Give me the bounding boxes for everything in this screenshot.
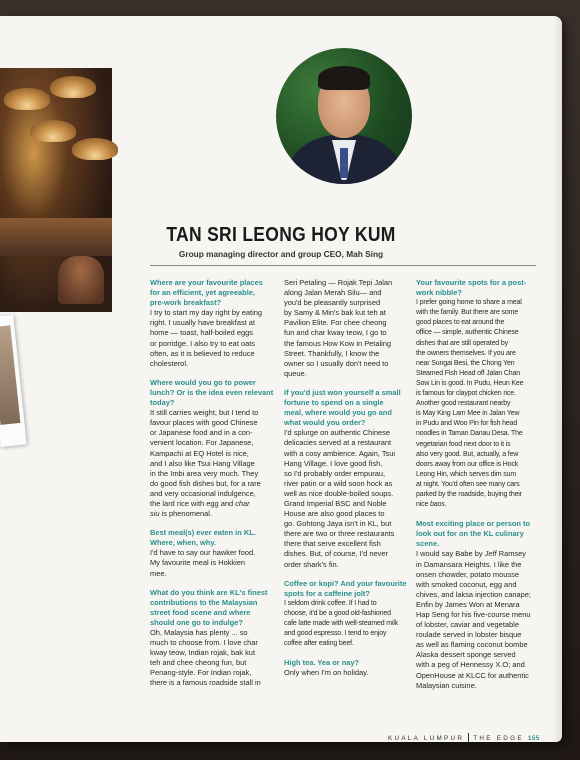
question-8: Your favourite spots for a post- work nibble?	[416, 278, 527, 298]
footer-city: KUALA LUMPUR	[388, 735, 465, 742]
answer-8-italic: baos	[430, 501, 445, 509]
lamp-shape	[4, 88, 50, 110]
column-1	[150, 278, 276, 698]
footer-separator	[468, 733, 469, 742]
footer-publication: THE EDGE	[473, 735, 524, 742]
answer-9-italic: Jeff	[484, 549, 497, 559]
question-1: Where are your favourite places for an efficient, yet agreeable, pre-work breakfast?	[150, 278, 263, 308]
lamp-shape	[72, 138, 118, 160]
question-4: What do you think are KL's finest contributions to the Malaysian street food scene and where should one go to indulge?	[150, 587, 268, 627]
answer-3: I'd have to say our hawker food. My favourite meal is Hokkien mee.	[150, 548, 256, 578]
answer-8-end: .	[444, 501, 447, 509]
lamp-shape	[30, 120, 76, 142]
portrait-tie	[340, 148, 348, 178]
question-7: High tea. Yea or nay?	[284, 658, 360, 668]
question-6: Coffee or kopi? And your favourite spots for a caffeine jolt?	[284, 578, 407, 598]
chair-shape	[58, 256, 104, 304]
answer-2-end: is phenomenal.	[159, 509, 213, 519]
answer-8-text: I prefer going home to share a meal with the family. But there are some good places to eat around the office — simple, authentic Chinese dishes that are still operated by the owners themselves. If you are near Sungai Besi, the Chong Yen Steamed Fish Head off Jalan Chan Sow Lin is good. In Pudu, Heun Kee is famous for claypot chicken rice. Another good restaurant nearby is May King Lam Mee in Jalan Yew in Pudu and Woo Pin for fish head noodles in Taman Danau Desa. The vegetarian food next door to it is also very good. But, actually, a few doors away from our office is Hock Leong Hin, which serves dim sum at night. You'd often see many cars parked by the roadside, buying their nice	[416, 299, 524, 509]
question-2: Where would you go to power lunch? Or is the idea even relevant today?	[150, 377, 274, 408]
answer-2-italic: char siu	[150, 498, 250, 519]
divider-rule	[150, 265, 536, 266]
answer-1: I try to start my day right by eating right. I usually have breakfast at home — toast, half-boiled eggs or porridge. I also try to eat oats often, as it is believed to reduce cholesterol.	[150, 308, 263, 368]
answer-8	[416, 298, 542, 510]
polaroid-image	[0, 325, 20, 425]
portrait-hair	[318, 66, 370, 90]
profile-name: TAN SRI LEONG HOY KUM	[166, 222, 396, 246]
answer-2-text: It still carries weight, but I tend to favour places with good Chinese or Japanese food and in a con- venient location. For Japanese, Kampachi at EQ Hotel is nice, and I also like Tsui Hang Village in the Imbi area very much. They do good fish dishes but, for a rare and very occasional indulgence, the lard rice with egg and	[150, 408, 261, 508]
column-3	[416, 278, 542, 700]
page-number: 155	[527, 735, 540, 742]
page-footer	[388, 733, 548, 742]
polaroid-photo	[0, 315, 27, 447]
portrait-photo	[276, 48, 412, 184]
lamp-shape	[50, 76, 96, 98]
question-9: Most exciting place or person to look out for on the KL culinary scene.	[416, 519, 531, 549]
answer-5: I'd splurge on authentic Chinese delicacies served at a restaurant with a cosy ambience. Again, Tsui Hang Village. I love good fish, so I'd probably order empurau, river patin or a wild soon hock as well as nice double-boiled soups. Grand Imperial BSC and Noble House are also good places to go. Gohtong Jaya isn't in KL, but there are two or three restaurants there that serve excellent fish dishes. But, of course, I'd never order shark's fin.	[284, 428, 396, 569]
question-3: Best meal(s) ever eaten in KL. Where, when, why.	[150, 528, 256, 548]
answer-4: Oh, Malaysia has plenty ... so much to choose from. I love char kway teow, Indian rojak, bak kut teh and chee cheong fun, but Penang-style. For Indian rojak, there is a famous roadside stall in	[150, 628, 261, 688]
page-edge	[552, 16, 562, 742]
profile-title: Group managing director and group CEO, Mah Sing	[178, 249, 384, 259]
restaurant-photo	[0, 68, 112, 312]
answer-9-text: Ramsey in Damansara Heights. I like the onsen chowder, potato mousse with smoked coconut, egg and chives, and laksa injection canape; Enfin by James Won at Menara Hap Seng for his five-course menu of lobster, caviar and vegetable roulade served in lobster bisque as well as flaming coconut bombe Alaska dessert sponge served with a peg of Hennessy X.O; and OpenHouse at KLCC for authentic Malaysian cuisine.	[416, 549, 531, 690]
answer-4-continued: Seri Petaling — Rojak Tepi Jalan along Jalan Merah Silu— and you'd be pleasantly surprised by Samy & Min's bak kut teh at Pavilion Elite. For chee cheong fun and char kway teow, I go to the famous How Kow in Petaling Street. Thankfully, I know the owner so I usually don't need to queue.	[284, 278, 393, 378]
question-5: If you'd just won yourself a small fortune to spend on a single meal, where would you go and what would you order?	[284, 387, 401, 428]
magazine-page	[0, 16, 562, 742]
answer-9	[416, 549, 542, 690]
answer-9-start: I would say Babe by	[416, 549, 485, 559]
answer-2	[150, 408, 276, 519]
column-2	[284, 278, 410, 687]
answer-6: I seldom drink coffee. If I had to choose, it'd be a good old-fashioned cafe latte made with well-steamed milk and good espresso. I tend to enjoy coffee after eating beef.	[284, 599, 399, 648]
answer-7: Only when I'm on holiday.	[284, 668, 369, 678]
